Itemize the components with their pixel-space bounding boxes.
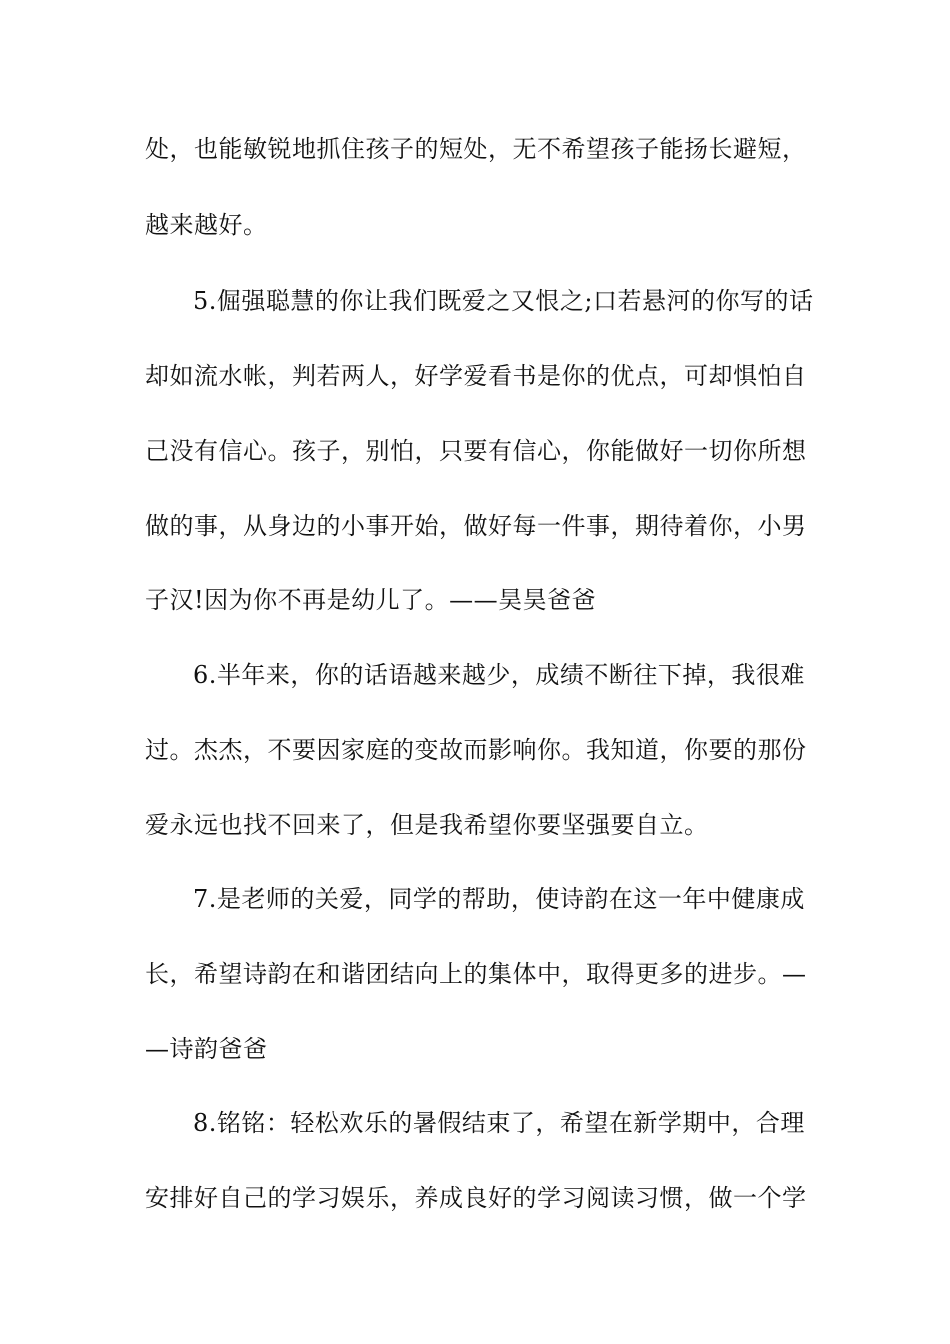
text-line: 安排好自己的学习娱乐，养成良好的学习阅读习惯，做一个学 <box>145 1184 807 1212</box>
text-line: 越来越好。 <box>145 211 268 239</box>
paragraph-6-start: 6.半年来，你的话语越来越少，成绩不断往下掉，我很难 <box>193 661 805 689</box>
text-line: 己没有信心。孩子，别怕，只要有信心，你能做好一切你所想 <box>145 437 807 465</box>
text-line: 却如流水帐，判若两人，好学爱看书是你的优点，可却惧怕自 <box>145 362 807 390</box>
text-line: 爱永远也找不回来了，但是我希望你要坚强要自立。 <box>145 811 709 839</box>
paragraph-7-start: 7.是老师的关爱，同学的帮助，使诗韵在这一年中健康成 <box>193 885 805 913</box>
paragraph-8-start: 8.铭铭：轻松欢乐的暑假结束了，希望在新学期中，合理 <box>193 1109 805 1137</box>
text-line: 过。杰杰，不要因家庭的变故而影响你。我知道，你要的那份 <box>145 736 807 764</box>
text-line: 长，希望诗韵在和谐团结向上的集体中，取得更多的进步。— <box>145 960 807 988</box>
text-line: 子汉!因为你不再是幼儿了。——昊昊爸爸 <box>145 586 597 614</box>
text-line: 做的事，从身边的小事开始，做好每一件事，期待着你，小男 <box>145 512 807 540</box>
text-line: —诗韵爸爸 <box>145 1035 268 1063</box>
paragraph-5-start: 5.倔强聪慧的你让我们既爱之又恨之;口若悬河的你写的话 <box>193 287 814 315</box>
text-line: 处，也能敏锐地抓住孩子的短处，无不希望孩子能扬长避短， <box>145 135 807 163</box>
